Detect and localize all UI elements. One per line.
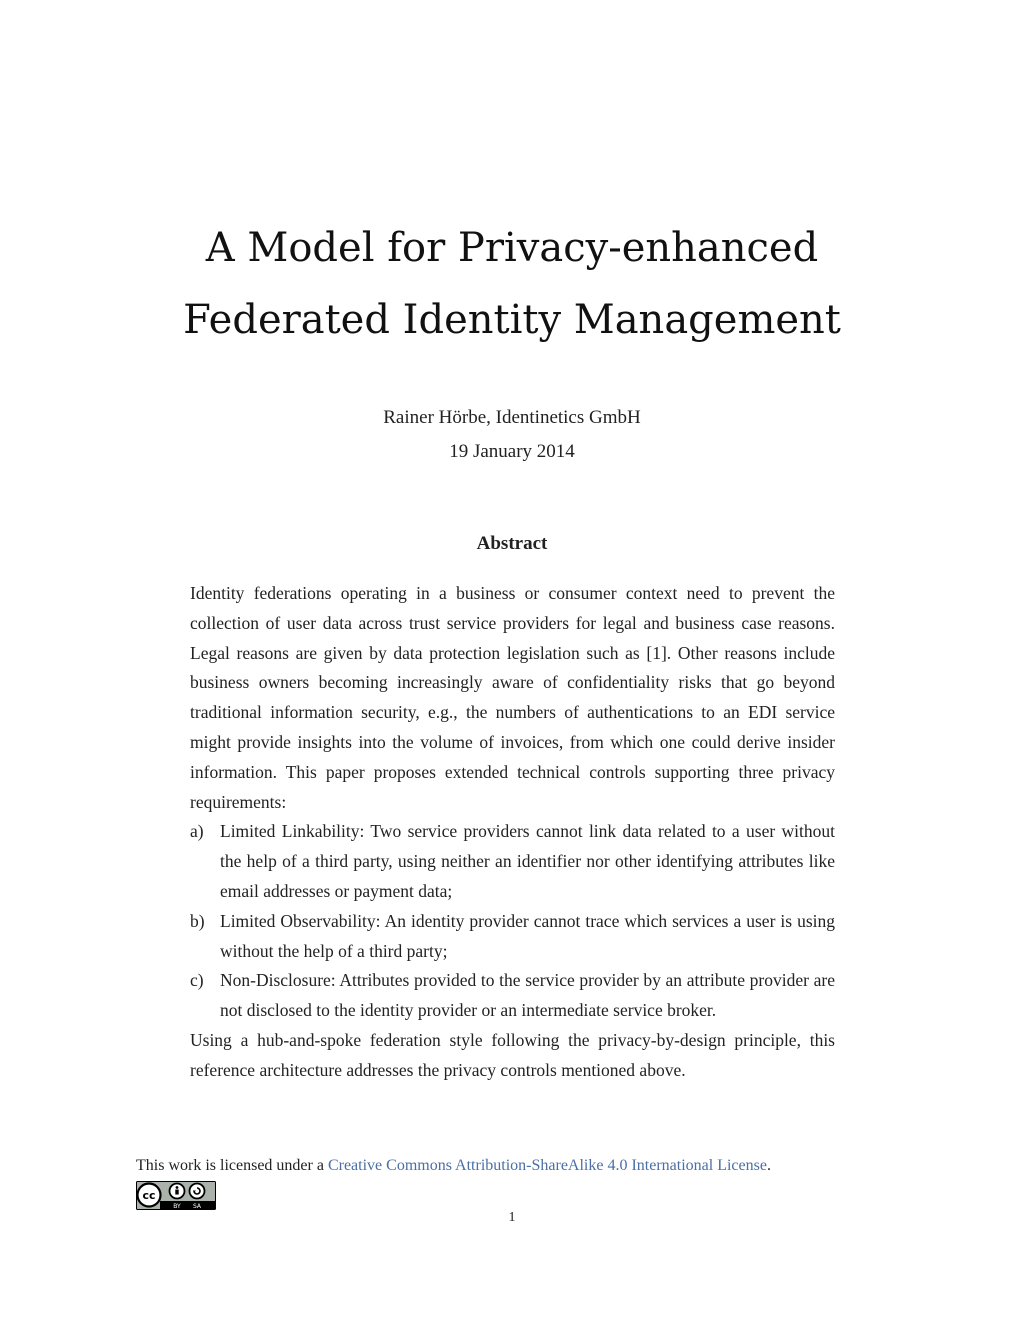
requirement-text: Limited Observability: An identity provider cannot trace which services a user is using without the help of a third party; (220, 910, 835, 961)
requirement-item (190, 966, 835, 1026)
requirement-marker: a) (190, 821, 204, 842)
page-number: 1 (508, 1210, 516, 1225)
cc-badge-sa-text: SA (192, 1203, 202, 1210)
requirements-list (190, 817, 835, 1026)
requirement-text: Non-Disclosure: Attributes provided to the service provider by an attribute provider are not disclosed to the identity provider or an intermediate service broker. (220, 970, 835, 1021)
requirement-text: Limited Linkability: Two service providers cannot link data related to a user without the help of a third party, using neither an identifier nor other identifying attributes like email addresses or payment data; (220, 821, 835, 901)
publication-date: 19 January 2014 (449, 441, 575, 462)
paper-title-line-2: Federated Identity Management (183, 297, 841, 343)
paper-title-line-1: A Model for Privacy-enhanced (205, 225, 819, 271)
license-prefix: This work is licensed under a (136, 1157, 328, 1174)
cc-badge-cc-text: cc (142, 1189, 156, 1202)
author-line: Rainer Hörbe, Identinetics GmbH (383, 407, 641, 428)
requirement-marker: b) (190, 910, 205, 931)
requirement-item (190, 907, 835, 967)
abstract-intro-paragraph: Identity federations operating in a business or consumer context need to prevent the collection of user data across trust service providers for legal and business case reasons. Legal reasons are given by data protection legislation such as [1]. Other reasons include business owners becoming increasingly aware of confidentiality risks that go beyond traditional information security, e.g., the numbers of authentications to an EDI service might provide insights into the volume of invoices, from which one could derive insider information. This paper proposes extended technical controls supporting three privacy requirements: (190, 583, 835, 812)
paper-title (0, 212, 1024, 356)
abstract-heading: Abstract (476, 533, 548, 554)
license-link[interactable]: Creative Commons Attribution-ShareAlike 4.0 International License (327, 1157, 767, 1174)
cc-by-sa-badge-icon[interactable] (136, 1181, 216, 1210)
cc-badge-by-text: BY (173, 1203, 181, 1210)
license-statement (136, 1157, 771, 1175)
abstract-conclusion-paragraph: Using a hub-and-spoke federation style following the privacy-by-design principle, this reference architecture addresses the privacy controls mentioned above. (190, 1029, 835, 1080)
requirement-item (190, 817, 835, 906)
requirement-marker: c) (190, 970, 204, 991)
abstract-body (190, 579, 835, 1086)
license-suffix: . (766, 1157, 771, 1174)
